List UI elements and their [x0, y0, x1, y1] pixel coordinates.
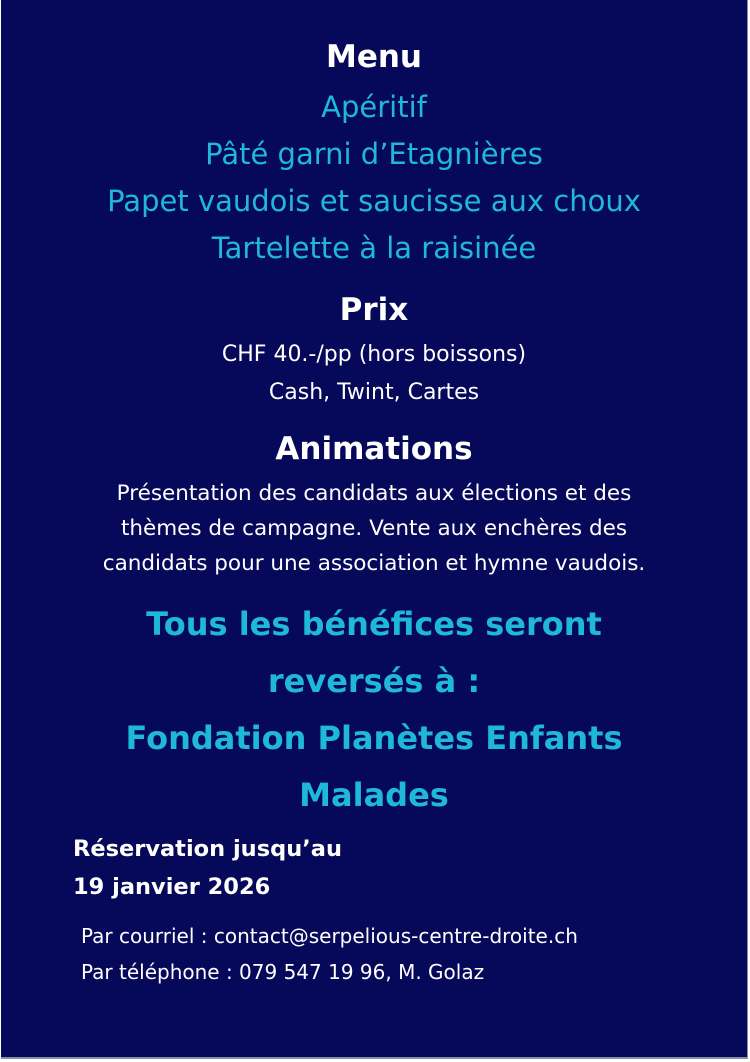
- menu-item-tartelette: Tartelette à la raisinée: [211, 231, 537, 265]
- benefits-line-3: Fondation Planètes Enfants: [125, 719, 623, 757]
- flyer-page: [1, 0, 748, 1059]
- menu-item-pate: Pâté garni d’Etagnières: [205, 137, 543, 171]
- prix-price-line: CHF 40.-/pp (hors boissons): [221, 342, 527, 367]
- benefits-section: [1, 596, 747, 824]
- contact-email-line: Par courriel : contact@serpelious-centre-droite.ch: [81, 924, 578, 948]
- menu-list: [1, 84, 747, 272]
- prix-payment-line: Cash, Twint, Cartes: [268, 380, 480, 405]
- reservation-date: 19 janvier 2026: [73, 874, 271, 900]
- benefits-line-4: Malades: [299, 776, 449, 814]
- menu-item-papet: Papet vaudois et saucisse aux choux: [107, 184, 641, 218]
- contact-phone-line: Par téléphone : 079 547 19 96, M. Golaz: [81, 960, 485, 984]
- reservation-line-1: Réservation jusqu’au: [73, 836, 342, 862]
- animations-line-3: candidats pour une association et hymne vaudois.: [102, 551, 646, 576]
- contact-section: [81, 918, 578, 990]
- prix-section: [1, 336, 747, 412]
- reservation-section: [73, 830, 342, 906]
- benefits-line-1: Tous les bénéfices seront: [146, 605, 602, 643]
- menu-item-aperitif: Apéritif: [321, 90, 427, 124]
- animations-section: [1, 476, 747, 581]
- prix-title: Prix: [339, 292, 409, 328]
- animations-title: Animations: [275, 431, 473, 467]
- animations-line-1: Présentation des candidats aux élections et des: [116, 481, 632, 506]
- animations-line-2: thèmes de campagne. Vente aux enchères des: [120, 516, 628, 541]
- benefits-line-2: reversés à :: [267, 662, 481, 700]
- menu-title: Menu: [325, 39, 422, 75]
